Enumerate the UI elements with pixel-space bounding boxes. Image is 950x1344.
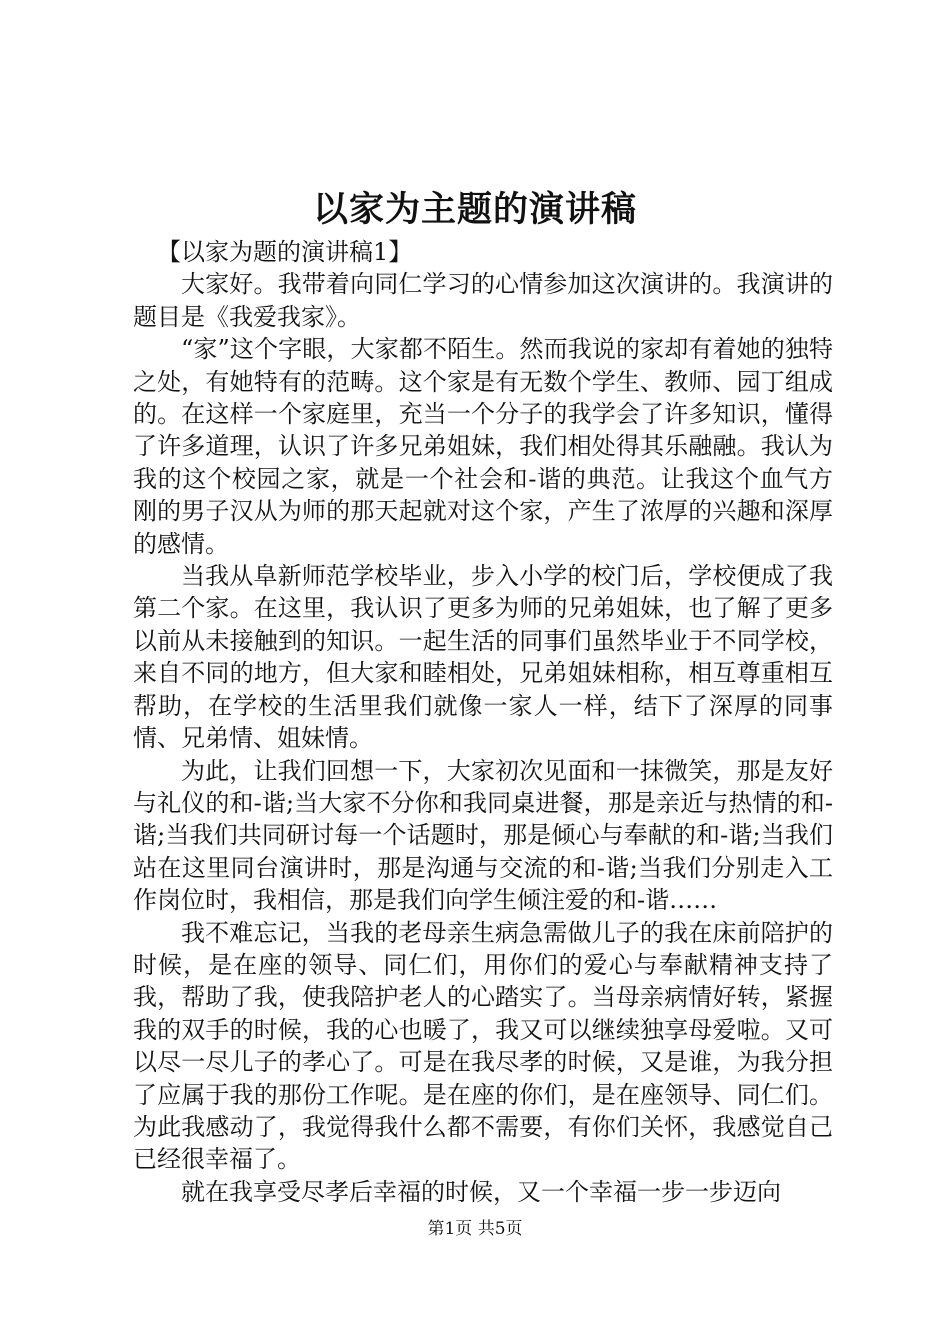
section-heading: 【以家为题的演讲稿1】 (157, 238, 413, 266)
paragraph: 大家好。我带着向同仁学习的心情参加这次演讲的。我演讲的题目是《我爱我家》。 (133, 270, 833, 331)
paragraph: 我不难忘记，当我的老母亲生病急需做儿子的我在床前陪护的时候，是在座的领导、同仁们，用你们的爱心与奉献精神支持了我，帮助了我，使我陪护老人的心踏实了。当母亲病情好转，紧握我的双手的时候，我的心也暖了，我又可以继续独享母爱啦。又可以尽一尽儿子的孝心了。可是在我尽孝的时候，又是谁，为我分担了应属于我的那份工作呢。是在座的你们，是在座领导、同仁们。为此我感动了，我觉得我什么都不需要，有你们关怀，我感觉自己已经很幸福了。 (133, 918, 833, 1174)
paragraph: “家”这个字眼，大家都不陌生。然而我说的家却有着她的独特之处，有她特有的范畴。这个家是有无数个学生、教师、园丁组成的。在这样一个家庭里，充当一个分子的我学会了许多知识，懂得了许多道理，认识了许多兄弟姐妹，我们相处得其乐融融。我认为我的这个校园之家，就是一个社会和-谐的典范。让我这个血气方刚的男子汉从为师的那天起就对这个家，产生了浓厚的兴趣和深厚的感情。 (133, 335, 833, 558)
document-title: 以家为主题的演讲稿 (312, 189, 637, 230)
document-body (133, 236, 833, 1208)
paragraph: 当我从阜新师范学校毕业，步入小学的校门后，学校便成了我第二个家。在这里，我认识了更多为师的兄弟姐妹，也了解了更多以前从未接触到的知识。一起生活的同事们虽然毕业于不同学校，来自不同的地方，但大家和睦相处，兄弟姐妹相称，相互尊重相互帮助，在学校的生活里我们就像一家人一样，结下了深厚的同事情、兄弟情、姐妹情。 (133, 562, 833, 753)
paragraph: 就在我享受尽孝后幸福的时候，又一个幸福一步一步迈向 (181, 1177, 781, 1206)
paragraph: 为此，让我们回想一下，大家初次见面和一抹微笑，那是友好与礼仪的和-谐;当大家不分你和我同桌进餐，那是亲近与热情的和-谐;当我们共同研讨每一个话题时，那是倾心与奉献的和-谐;当我们站在这里同台演讲时，那是沟通与交流的和-谐;当我们分别走入工作岗位时，我相信，那是我们向学生倾注爱的和-谐…… (133, 756, 833, 915)
page-footer: 第1页 共5页 (427, 1219, 523, 1239)
